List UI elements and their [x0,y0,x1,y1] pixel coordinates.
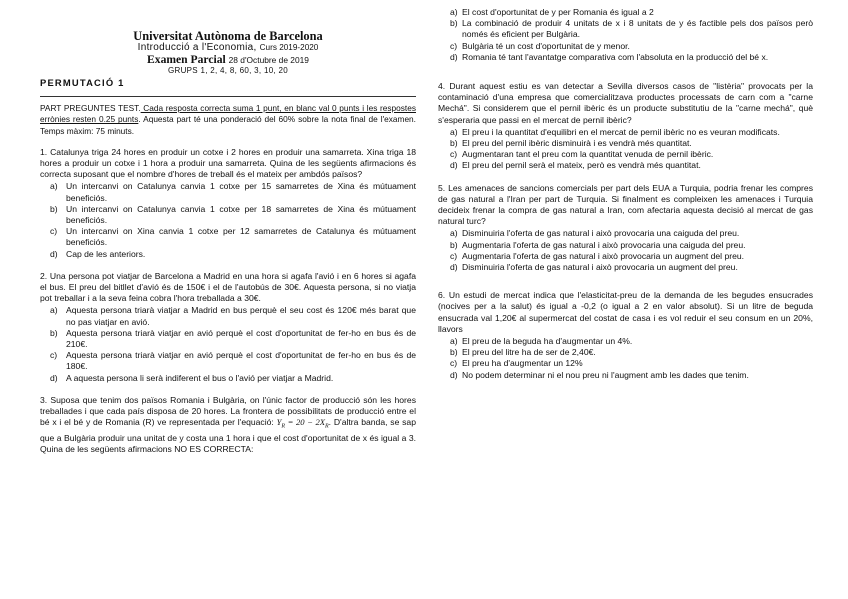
question-4-options [438,127,813,172]
test-instructions [40,103,416,137]
header-divider [40,96,416,97]
question-1-option-b[interactable]: b) Un intercanvi on Catalunya canvia 1 cotxe per 18 samarretes de Xina és mútuament beneficiós. [50,203,416,226]
question-1-option-c[interactable]: c) Un intercanvi on Xina canvia 1 cotxe per 12 samarretes de Catalunya és mútuament beneficiós. [50,226,416,248]
question-3-option-d[interactable]: d) Romania té tant l'avantatge comparativa com l'absoluta en la producció del bé x. [450,51,769,62]
question-5-options [438,228,813,273]
question-4-text: 4. Durant aquest estiu es van detectar a Sevilla diversos casos de "listèria" provocats per la contaminació d'una empresa que comercialitzava productes processats de carn com a "carne Mechá". Si considerem que el pernil ibèric és un producte substitutiu de la "carne mechá", què s'esperaria que passi en el mercat de pernil ibèric? [438,81,813,125]
question-1-text: 1. Catalunya triga 24 hores en produir un cotxe i 2 hores en produir una samarreta. Xina triga 18 hores a produir un cotxe i 1 hora a produir una samarreta. Quina de les següents afirmacions és correcta suposant que el nombre d'hores de treball és el mateix per ambdós països? [40,146,416,180]
question-2-option-c[interactable]: c) Aquesta persona triarà viatjar en avió perquè el cost d'oportunitat de fer-ho en bus és de 180€. [50,350,416,372]
question-3-option-b[interactable]: b) La combinació de produir 4 unitats de x i 8 unitats de y és factible pels dos països però només és eficient per Bulgària. [450,18,813,40]
question-6 [438,290,813,381]
exam-name: Examen Parcial [147,53,226,66]
question-2-text: 2. Una persona pot viatjar de Barcelona a Madrid en una hora si agafa l'avió i en 6 hores si agafa el bus. El preu del bitllet d'avió és de 150€ i el de l'autobús de 30€. Aquesta persona, si no viatja pot treballar i a la seva feina cobra l'hora treballada a 30€. [40,270,416,304]
question-5-option-d[interactable]: d) Disminuiria l'oferta de gas natural i això provocaria un augment del preu. [450,262,738,273]
question-3 [40,395,416,456]
question-2-option-d[interactable]: d) A aquesta persona li serà indiferent el bus o l'avió per viatjar a Madrid. [50,372,334,383]
question-2-option-a[interactable]: a) Aquesta persona triarà viatjar a Madrid en bus perquè el seu cost és 120€ més barat que no pas viatjar en avió. [50,305,416,327]
question-1-option-a[interactable]: a) Un intercanvi on Catalunya canvia 1 cotxe per 15 samarretes de Xina és mútuament beneficiós. [50,181,416,203]
question-6-option-a[interactable]: a) El preu de la beguda ha d'augmentar un 4%. [450,336,633,347]
question-4-option-d[interactable]: d) El preu del pernil serà el mateix, però es vendrà més quantitat. [450,160,701,171]
right-column [438,6,813,381]
question-3-option-c[interactable]: c) Bulgària té un cost d'oportunitat de y menor. [450,40,630,51]
question-4-option-b[interactable]: b) El preu del pernil ibèric disminuirà i es vendrà més quantitat. [450,138,692,149]
question-6-text: 6. Un estudi de mercat indica que l'elasticitat-preu de la demanda de les begudes ensucrades (nocives per a la salut) és igual a -0,2 (o igual a 2 en valor absolut). Si un litre de beguda ensucrada val 1,20€ al supermercat del costat de casa i es vol reduir el seu consum en un 20%, llavors [438,290,813,334]
question-1-options [40,181,416,259]
exam-date: 28 d'Octubre de 2019 [228,55,309,65]
question-5-option-a[interactable]: a) Disminuiria l'oferta de gas natural i això provocaria una caiguda del preu. [450,228,740,239]
question-6-option-c[interactable]: c) El preu ha d'augmentar un 12% [450,358,583,369]
course-year: Curs 2019-2020 [259,43,319,52]
question-1 [40,147,416,260]
question-4-option-c[interactable]: c) Augmentaran tant el preu com la quantitat venuda de pernil ibèric. [450,149,714,160]
course-name: Introducció a l'Economia, [137,42,257,53]
question-2-options [40,305,416,383]
question-6-option-b[interactable]: b) El preu del litre ha de ser de 2,40€. [450,347,596,358]
left-column [40,4,416,456]
instructions-rest: . Aquesta part té una ponderació del 60% sobre la nota final de l'examen. Temps màxim: 75 minuts. [40,114,416,136]
exam-title [40,54,416,66]
question-3-option-a[interactable]: a) El cost d'oportunitat de y per Romania és igual a 2 [450,7,654,17]
question-4 [438,81,813,172]
question-5 [438,183,813,274]
question-5-option-b[interactable]: b) Augmentaria l'oferta de gas natural i això provocaria una caiguda del preu. [450,239,746,250]
question-3-options [438,7,813,63]
question-1-option-d[interactable]: d) Cap de les anteriors. [50,248,146,259]
question-6-option-d[interactable]: d) No podem determinar ni el nou preu ni l'augment amb les dades que tenim. [450,369,749,380]
exam-groups: GRUPS 1, 2, 4, 8, 60, 3, 10, 20 [167,66,289,75]
instructions-lead: PART PREGUNTES TEST. [40,103,141,114]
question-2-option-b[interactable]: b) Aquesta persona triarà viatjar en avió perquè el cost d'oportunitat de fer-ho en bus és de 210€. [50,327,416,350]
question-6-options [438,336,813,381]
question-2 [40,271,416,384]
ppf-equation: $Y_R = 20 - 2X_R$ [276,417,329,430]
instructions-scoring: Cada resposta correcta suma 1 punt, en blanc val 0 punts i les respostes errònies resten 0.25 punts [40,103,416,125]
question-5-text: 5. Les amenaces de sancions comercials per part dels EUA a Turquia, podria frenar les compres de gas natural a l'Iran per part de Turquia. Si finalment es compleixen les amenaces i Turquia decideix frenar la compra de gas natural a Iran, com afectaria aquesta decisió al mercat de gas natural turc? [438,182,813,227]
question-3-text: 3. Suposa que tenim dos països Romania i Bulgària, on l'únic factor de producció són les hores treballades i que cada país disposa de 20 hores. La frontera de possibilitats de producció entre el bé x i el bé y de Romania (R) ve representada per l'equació: $Y_R = 20 - 2X_R$. D'altra banda, se sap que a Bulgària produir una unitat de y costa una 1 hora i que el cost d'oportunitat de x és igual a 3. Quina de les següents afirmacions NO ES CORRECTA: [40,394,416,455]
question-4-option-a[interactable]: a) El preu i la quantitat d'equilibri en el mercat de pernil ibèric no es veuran modificats. [450,126,780,137]
question-5-option-c[interactable]: c) Augmentaria l'oferta de gas natural i això provocaria un augment del preu. [450,250,745,261]
university-title: Universitat Autònoma de Barcelona [133,29,323,43]
permutation-label: PERMUTACIÓ 1 [40,77,125,88]
